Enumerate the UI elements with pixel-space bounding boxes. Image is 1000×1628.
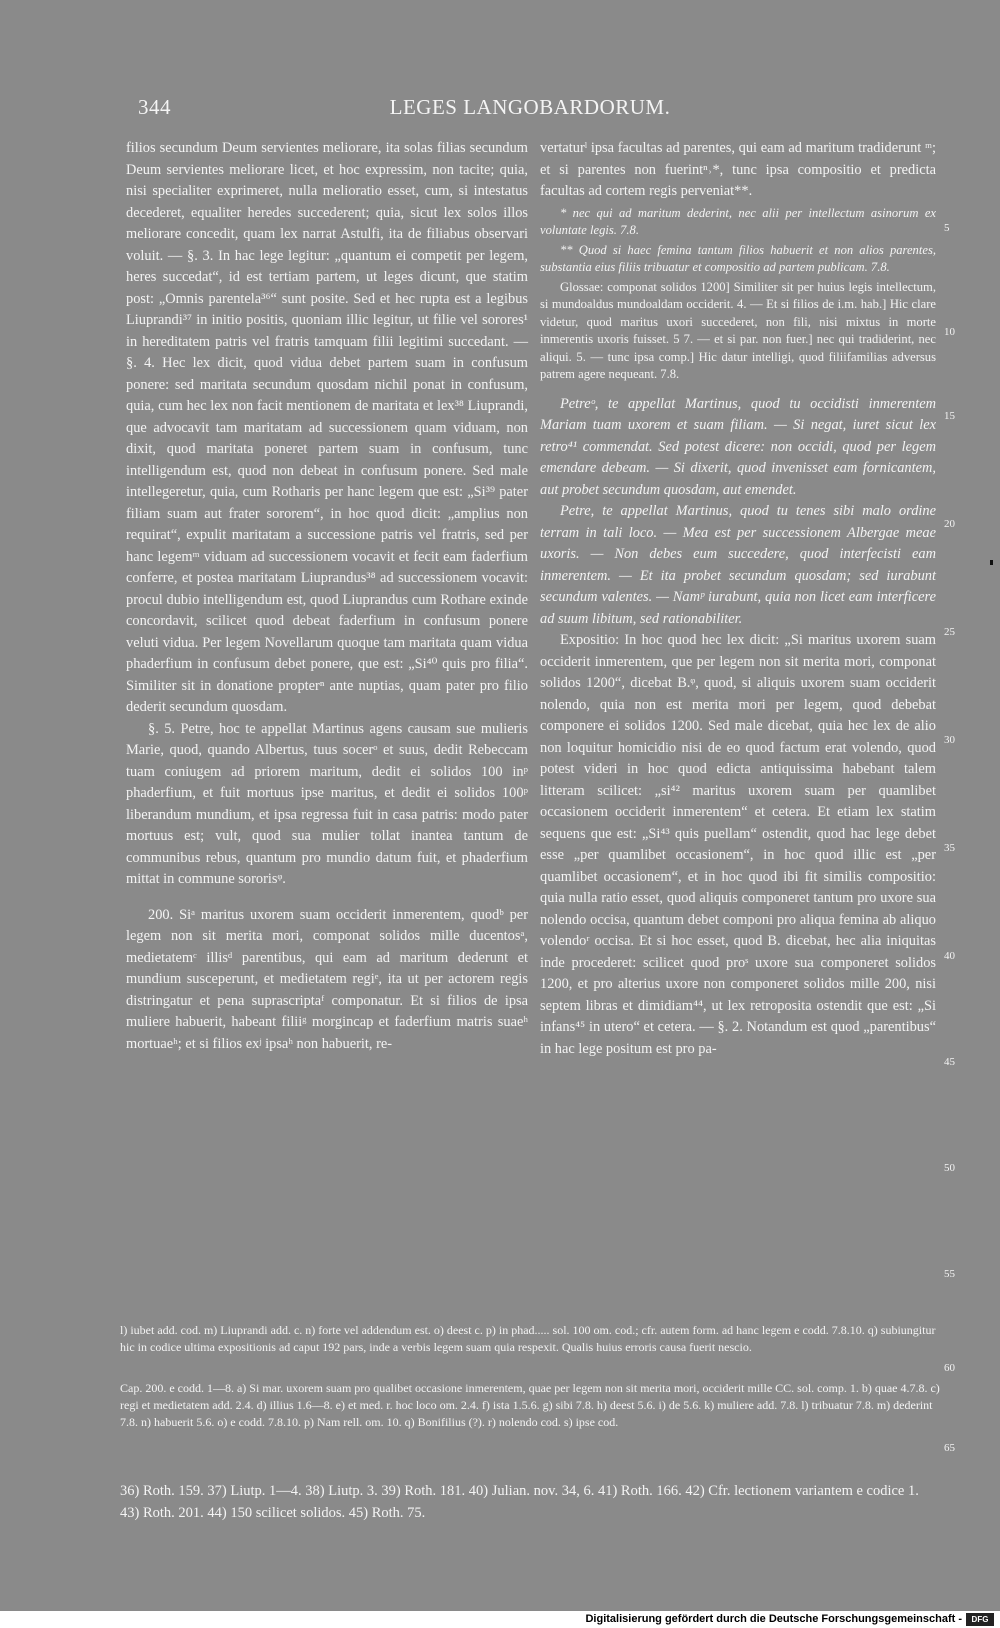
line-number: 60 [944,1362,955,1374]
line-number: 30 [944,734,955,746]
page-header [130,95,930,125]
formula-paragraph-1: Petreᵒ, te appellat Martinus, quod tu occidisti inmerentem Mariam tuam uxorem et suam filiam. — Si negat, iuret sicut lex retro⁴¹ commendat. Sed potest dicere: non occidi, quod per legem emendare debeam. — Si dixerit, quod invenisset eam fornicantem, aut probet secundum quosdam, aut emendet. [540,395,936,498]
glossae-note: Glossae: componat solidos 1200] Similiter sit per huius legis intellectum, si mundoaldus mundoaldam occiderit. 4. — Et si filios de i.m. hab.] Hic clare videtur, quod maritus uxori succederet, non fili, nisi mixtus in morte inmerentis uxoris fuisset. 5 7. — et si par. non fuer.] nec qui tradiderint, nec aliqui. 5. — tunc ipsa comp.] Hic datur intelligi, quod filiifamilias adversus patrem agere nequeant. 7.8. [540,279,936,381]
left-paragraph-section-5: §. 5. Petre, hoc te appellat Martinus agens causam sue mulieris Marie, quod, quando Albertus, tuus socerᵒ et suus, dedit Rebeccam tuam coniugem ad priorem maritum, dedit ei solidos 100 inᵖ phaderfium, et fuit mortuus ipse maritus, et dedit ei solidos 100ᵖ liberandum mundium, et ipsa regressa fuit in casa patris: modo pater mortuus est; vult, quod sua mulier tollat inantea tantum de communibus rebus, quantum pro mundio datum fuit, et phaderfium mittat in commune sororisᵠ. [126,720,528,887]
line-number: 15 [944,410,955,422]
source-footnotes: 36) Roth. 159. 37) Liutp. 1—4. 38) Liutp. 3. 39) Roth. 181. 40) Julian. nov. 34, 6. 41) Roth. 166. 42) Cfr. lectionem variantem e codice 1. 43) Roth. 201. 44) 150 scilicet solidos. 45) Roth. 75. [120,1483,919,1521]
running-title: LEGES LANGOBARDORUM. [389,95,671,119]
page-number: 344 [138,95,171,119]
variant-note-2: ** Quod si haec femina tantum filios habuerit et non alios parentes, substantia eius filiis tribuatur et compositio ad partem publicam. 7.8. [540,242,936,274]
line-number: 25 [944,626,955,638]
right-paragraph: vertaturˡ ipsa facultas ad parentes, qui eam ad maritum tradiderunt ᵐ; et si parentes non fuerintⁿ˒*, tunc ipsa compositio et predicta facultas ad cortem regis perveniat**. [540,140,936,199]
line-number: 50 [944,1162,955,1174]
right-column [540,138,936,1060]
line-number: 35 [944,842,955,854]
line-number: 20 [944,518,955,530]
left-paragraph: filios secundum Deum servientes meliorare, ita solas filias secundum Deum servientes meliorare licet, et hoc expressim, non tacite; quia, nisi specialiter exprimeret, nulla melioratio esset, cum, si intestatus decederet, equaliter heredes succederent; quia, sicut lex solos illos meliorare concedit, quam lex narrat Astulfi, ita de filiabus observari voluit. — §. 3. In hac lege legitur: „quantum ei competit per legem, heres succedat“, id est tertiam partem, ut leges dicunt, que statim post: „Omnis parentela³⁶“ sunt posite. Sed et hec rupta est a legibus Liuprandi³⁷ in initio positis, quoniam illic legitur, ut filie vel sorores¹ in hereditatem patris vel fratris tamquam filii legitimi succedant. — §. 4. Hec lex dicit, quod vidua debet partem suam in confusum ponere: sed maritata secundum quosdam nichil ponat in confusum, quia, cum hec lex non facit mentionem de maritata et lex³⁸ Liuprandi, que advocavit tam maritatam ad successionem quam viduam, non dixit, quod maritata poneret partem suam in confusum, tunc intelligendum est, quod non debeat in confusum ponere. Sed male intellegeretur, quia, cum Rotharis per hanc legem que est: „Si³⁹ pater filiam suam aut frater sororem“, in hoc quod dicit: „amplius non requirat“, expulit maritatam a successione patris vel fratris, sed per hanc legemᵐ viduam ad successionem vocavit et fecit eam faderfium conferre, et postea maritatam Liuprandus³⁸ ad successionem vocavit: procul dubio intelligendum est, quod Liuprandus cum Rothare exinde concordavit, scilicet quod debeat faderfium in confusum ponere veluti vidua. Per legem Novellarum quoque tam maritata quam vidua phaderfium in confusum debet ponere, que est: „Si⁴⁰ quis pro filia“. Similiter sit in donatione propterⁿ ante nuptias, quam pater pro filio dederit secundum quosdam. [126,140,528,715]
funding-text: Digitalisierung gefördert durch die Deutsche Forschungsgemeinschaft - [585,1613,962,1625]
line-number: 65 [944,1442,955,1454]
line-number: 40 [944,950,955,962]
variant-footnotes: Cap. 200. e codd. 1—8. a) Si mar. uxorem suam pro qualibet occasione inmerentem, quae per legem non sit merita mori, occiderit mille CC. sol. comp. 1. b) quae 4.7.8. c) regi et medietatem add. 2.4. d) illius 1.6—8. e) et med. r. hoc loco om. 2.4. f) ista 1.5.6. g) sibi 7.8. h) deest 5.6. i) de 5.6. k) muliere add. 7.8. l) tribuatur 7.8. m) dederint 7.8. n) habuerit 5.6. o) e codd. 7.8.10. p) Nam rell. om. 10. q) Bonifilius (?). r) nolendo cod. s) ipse cod. [120,1381,940,1429]
variant-note-1: * nec qui ad maritum dederint, nec alii per intellectum asinorum ex voluntate legis. 7.8. [540,205,936,237]
dfg-logo: DFG [966,1613,994,1626]
line-number: 10 [944,326,955,338]
line-number: 45 [944,1056,955,1068]
line-number: 55 [944,1268,955,1280]
left-column [126,138,528,1055]
expositio-paragraph: Expositio: In hoc quod hec lex dicit: „Si maritus uxorem suam occiderit inmerentem, que per legem non sit merita mori, componat solidos 1200“, dicebat B.ᵠ, quod, si aliquis uxorem suam occiderit nolendo, quia non est merita mori per legem, quod debebat componere ei solidos 1200. Sed male dicebat, quia hec lex de alio non loquitur homicidio nisi de eo quod factum erat volendo, quod potest videri in hoc quod edicta antiquissima habebant talem litteram scilicet: „si⁴² maritus uxorem suam per quamlibet occasionem occiderit inmerentem“ et cetera. Et etiam lex statim sequens que est: „Si⁴³ quis puellam“ ostendit, quod hac lege debet esse „per quamlibet occasionem“, in hoc quod illic est „per quamlibet occasionem“, et in hoc quod ibi fit similis compositio: quia nulla ratio esset, quod aliquis componeret tantum pro uxore sua nolendo occisa, quantum debet componi pro aliqua femina ab aliquo volendoʳ occisa. Et si hoc esset, quod B. dicebat, hec alia iniquitas inde procederet: scilicet quod proˢ uxore sua componeret solidos 1200, et pro alterius uxore non componeret solidos mille 200, nisi septem libras et dimidiam⁴⁴, ut lex retroposita ostendit que est: „Si infans⁴⁵ in utero“ et cetera. — §. 2. Notandum est quod „parentibus“ in hac lege positum est pro pa- [540,632,936,1057]
formula-paragraph-2: Petre, te appellat Martinus, quod tu tenes sibi malo ordine terram in tali loco. — Mea est per successionem Albergae meae uxoris. — Non debes eum succedere, quod interfecisti eam inmerentem. — Et ita probet secundum quosdam; sed iurabunt secundum valentes. — Namᵖ iurabunt, quia non licet eam interficere ad suum libitum, sed rationabiliter. [540,503,936,627]
apparatus-footnotes: l) iubet add. cod. m) Liuprandi add. c. n) forte vel addendum est. o) deest c. p) in phad..... sol. 100 om. cod.; cfr. autem form. ad hanc legem e codd. 7.8.10. q) subiungitur hic in codice ultima expositionis ad caput 192 pars, inde a verbis legem suam quia respexit. Qualis huius erroris causa fuerit nescio. [120,1323,936,1354]
digitization-bar [0,1611,1000,1628]
law-200-paragraph: 200. Siᵃ maritus uxorem suam occiderit inmerentem, quodᵇ per legem non sit merita mori, componat solidos mille ducentosᵃ, medietatemᶜ illisᵈ parentibus, qui eam ad maritum dederunt et mundium susceperunt, et medietatem regiᵉ, ita ut per actorem regis distringatur et pena suprascriptaᶠ componatur. Et si filios de ipsa muliere habuerit, habeant filiiᵍ morgincap et faderfium matris suaeʰ mortuaeʰ; et si filios exʲ ipsaʰ non habuerit, re- [126,906,528,1052]
line-number: 5 [944,222,950,234]
scan-mark [990,560,993,565]
